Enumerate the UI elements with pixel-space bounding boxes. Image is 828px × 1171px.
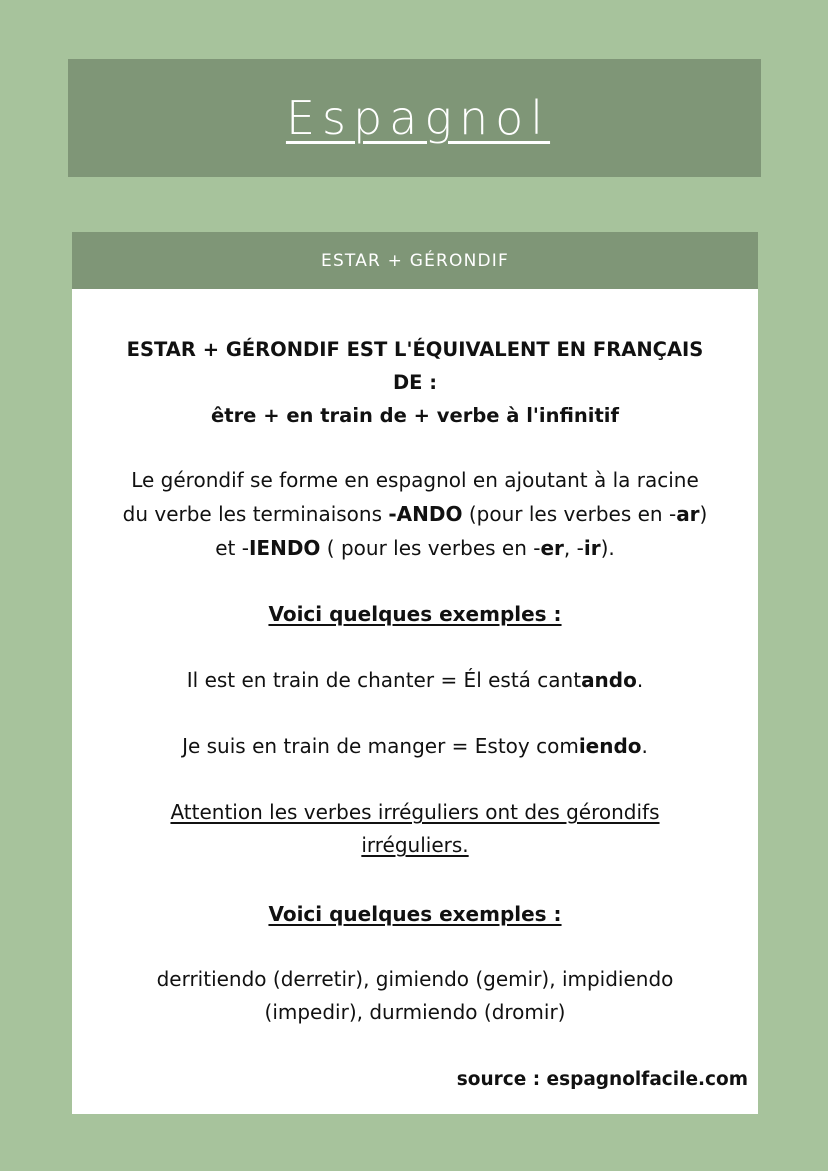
example-2 [72, 730, 758, 763]
example-text: Je suis en train de manger = Estoy com [182, 734, 579, 758]
ending-ar: ar [676, 502, 700, 526]
intro-line-2: DE : [392, 371, 438, 394]
irregular-examples [72, 963, 758, 1029]
source-credit: source : espagnolfacile.com [456, 1069, 748, 1090]
warning-line-2: irréguliers. [361, 833, 469, 857]
examples-heading-text: Voici quelques exemples : [268, 602, 562, 626]
description-text: , - [563, 536, 584, 560]
card-header-title: ESTAR + GÉRONDIF [321, 250, 509, 271]
ending-er: er [540, 536, 564, 560]
description-line-2 [72, 497, 758, 531]
example-punct: . [636, 668, 644, 692]
example-ending: ando [581, 668, 637, 692]
description-paragraph [72, 463, 758, 565]
description-line-1: Le gérondif se forme en espagnol en ajoutant à la racine [131, 468, 699, 492]
title-banner [68, 59, 761, 177]
card-body [72, 289, 758, 1114]
ending-iendo: IENDO [248, 536, 321, 560]
irregular-warning [72, 796, 758, 862]
examples-heading-2 [72, 898, 758, 931]
example-text: Il est en train de chanter = Él está cant [186, 668, 582, 692]
description-text: ) [699, 502, 708, 526]
card-header [72, 232, 758, 289]
examples-heading-1 [72, 598, 758, 631]
description-text: et - [215, 536, 249, 560]
ending-ir: ir [583, 536, 601, 560]
page-title: Espagnol [285, 91, 551, 145]
description-text: ( pour les verbes en - [320, 536, 541, 560]
description-text: du verbe les terminaisons [122, 502, 389, 526]
example-ending: iendo [578, 734, 642, 758]
irregular-line-2: (impedir), durmiendo (dromir) [264, 1000, 566, 1024]
warning-line-1: Attention les verbes irréguliers ont des gérondifs [170, 800, 660, 824]
intro-line-1: ESTAR + GÉRONDIF EST L'ÉQUIVALENT EN FRANÇAIS [126, 338, 704, 361]
intro-line-3: être + en train de + verbe à l'infinitif [211, 404, 619, 427]
example-punct: . [641, 734, 648, 758]
example-1 [72, 664, 758, 697]
ending-ando: -ANDO [388, 502, 463, 526]
description-line-3 [72, 531, 758, 565]
intro-heading [72, 333, 758, 432]
description-text: (pour les verbes en - [462, 502, 677, 526]
warning-line-2-wrap [72, 829, 758, 862]
examples-heading-text: Voici quelques exemples : [268, 902, 562, 926]
description-text: ). [600, 536, 615, 560]
irregular-line-1: derritiendo (derretir), gimiendo (gemir), impidiendo [156, 967, 674, 991]
content-card [72, 232, 758, 1114]
